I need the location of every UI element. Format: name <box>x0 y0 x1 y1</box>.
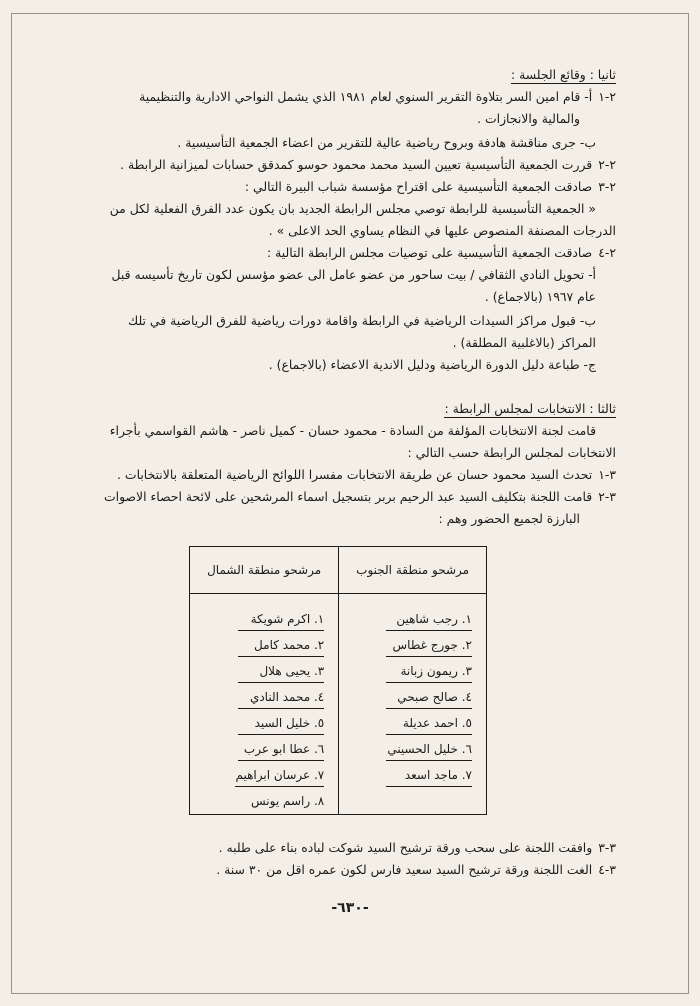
south-candidate: ٢. جورج غطاس <box>339 632 487 658</box>
section-2-heading: ثانيا : وقائع الجلسة : <box>510 67 616 82</box>
item-2-4-c: ج- طباعة دليل الدورة الرياضية ودليل الاندية الاعضاء (بالاجماع) . <box>268 357 596 372</box>
item-2-2: ٢-٢قررت الجمعية التأسيسية تعيين السيد محمد محمود حوسو كمدقق حسابات لميزانية الرابطة . <box>120 157 616 172</box>
south-candidate: ٤. صالح صبحي <box>339 684 487 710</box>
document-body <box>60 64 616 881</box>
item-2-1-cont: والمالية والانجازات . <box>477 111 580 126</box>
south-candidate: ٥. احمد عديلة <box>339 710 487 736</box>
north-candidates-header: مرشحو منطقة الشمال <box>190 547 339 594</box>
north-candidate: ٢. محمد كامل <box>190 632 339 658</box>
table-row <box>190 710 487 736</box>
item-2-3-quote-cont: الدرجات المصنفة المنصوص عليها في النظام يساوي الحد الاعلى » . <box>268 223 616 238</box>
south-candidate: ٧. ماجد اسعد <box>339 762 487 788</box>
item-2-3-quote: « الجمعية التأسيسية للرابطة توصي مجلس الرابطة الجديد بان يكون عدد الفرق الفعلية لكل من <box>109 201 596 216</box>
south-candidate-empty <box>339 788 487 815</box>
page-number: -٦٣٠- <box>331 900 369 916</box>
table-row <box>190 788 487 815</box>
item-2-4-a-cont: عام ١٩٦٧ (بالاجماع) . <box>484 289 596 304</box>
item-3-2: ٣-٢قامت اللجنة بتكليف السيد عبد الرحيم بربر بتسجيل اسماء المرشحين على لائحة احصاء الاصوات <box>103 489 616 504</box>
table-row <box>190 684 487 710</box>
candidates-table <box>189 546 487 815</box>
section-3 <box>60 398 616 881</box>
section-2 <box>60 64 616 376</box>
table-row <box>190 762 487 788</box>
south-candidate: ١. رجب شاهين <box>339 594 487 633</box>
item-3-1: ٣-١تحدث السيد محمود حسان عن طريقة الانتخابات مفسرا اللوائح الرياضية المتعلقة بالانتخابات . <box>117 467 616 482</box>
north-candidate: ٨. راسم يونس <box>190 788 339 815</box>
north-candidate: ١. اكرم شويكة <box>190 594 339 633</box>
north-candidate: ٦. عطا ابو عرب <box>190 736 339 762</box>
item-2-4: ٢-٤صادقت الجمعية التأسيسية على توصيات مجلس الرابطة التالية : <box>267 245 616 260</box>
item-2-4-a: أ- تحويل النادي الثقافي / بيت ساحور من عضو عامل الى عضو مؤسس لكون تاريخ تأسيسه قبل <box>111 267 596 282</box>
south-candidate: ٣. ريمون زبانة <box>339 658 487 684</box>
item-3-2-cont: البارزة لجميع الحضور وهم : <box>438 511 580 526</box>
north-candidate: ٥. خليل السيد <box>190 710 339 736</box>
table-header-row <box>190 547 487 594</box>
item-2-4-b-cont: المراكز (بالاغلبية المطلقة) . <box>452 335 596 350</box>
section-3-heading: ثالثا : الانتخابات لمجلس الرابطة : <box>444 401 616 416</box>
table-row <box>190 594 487 633</box>
south-candidates-header: مرشحو منطقة الجنوب <box>339 547 487 594</box>
section-3-intro: قامت لجنة الانتخابات المؤلفة من السادة - محمود حسان - كميل ناصر - هاشم القواسمي بأجراء <box>109 423 596 438</box>
north-candidate: ٧. عرسان ابراهيم <box>190 762 339 788</box>
section-3-intro-cont: الانتخابات لمجلس الرابطة حسب التالي : <box>407 445 616 460</box>
north-candidate: ٤. محمد النادي <box>190 684 339 710</box>
item-2-1: ٢-١أ- قام امين السر بتلاوة التقرير السنوي لعام ١٩٨١ الذي يشمل النواحي الادارية والتنظيمية <box>139 89 616 104</box>
item-2-3: ٢-٣صادقت الجمعية التأسيسية على اقتراح مؤسسة شباب البيرة التالي : <box>244 179 616 194</box>
table-row <box>190 632 487 658</box>
south-candidate: ٦. خليل الحسيني <box>339 736 487 762</box>
item-3-3: ٣-٣وافقت اللجنة على سحب ورقة ترشيح السيد شوكت لباده بناء على طلبه . <box>218 840 616 855</box>
north-candidate: ٣. يحيى هلال <box>190 658 339 684</box>
table-row <box>190 658 487 684</box>
item-3-4: ٣-٤الغت اللجنة ورقة ترشيح السيد سعيد فارس لكون عمره اقل من ٣٠ سنة . <box>216 862 616 877</box>
item-2-4-b: ب- قبول مراكز السيدات الرياضية في الرابطة واقامة دورات رياضية للفرق الرياضية في تلك <box>128 313 596 328</box>
table-row <box>190 736 487 762</box>
item-2-1-b: ب- جرى مناقشة هادفة وبروح رياضية عالية للتقرير من اعضاء الجمعية التأسيسية . <box>177 135 596 150</box>
